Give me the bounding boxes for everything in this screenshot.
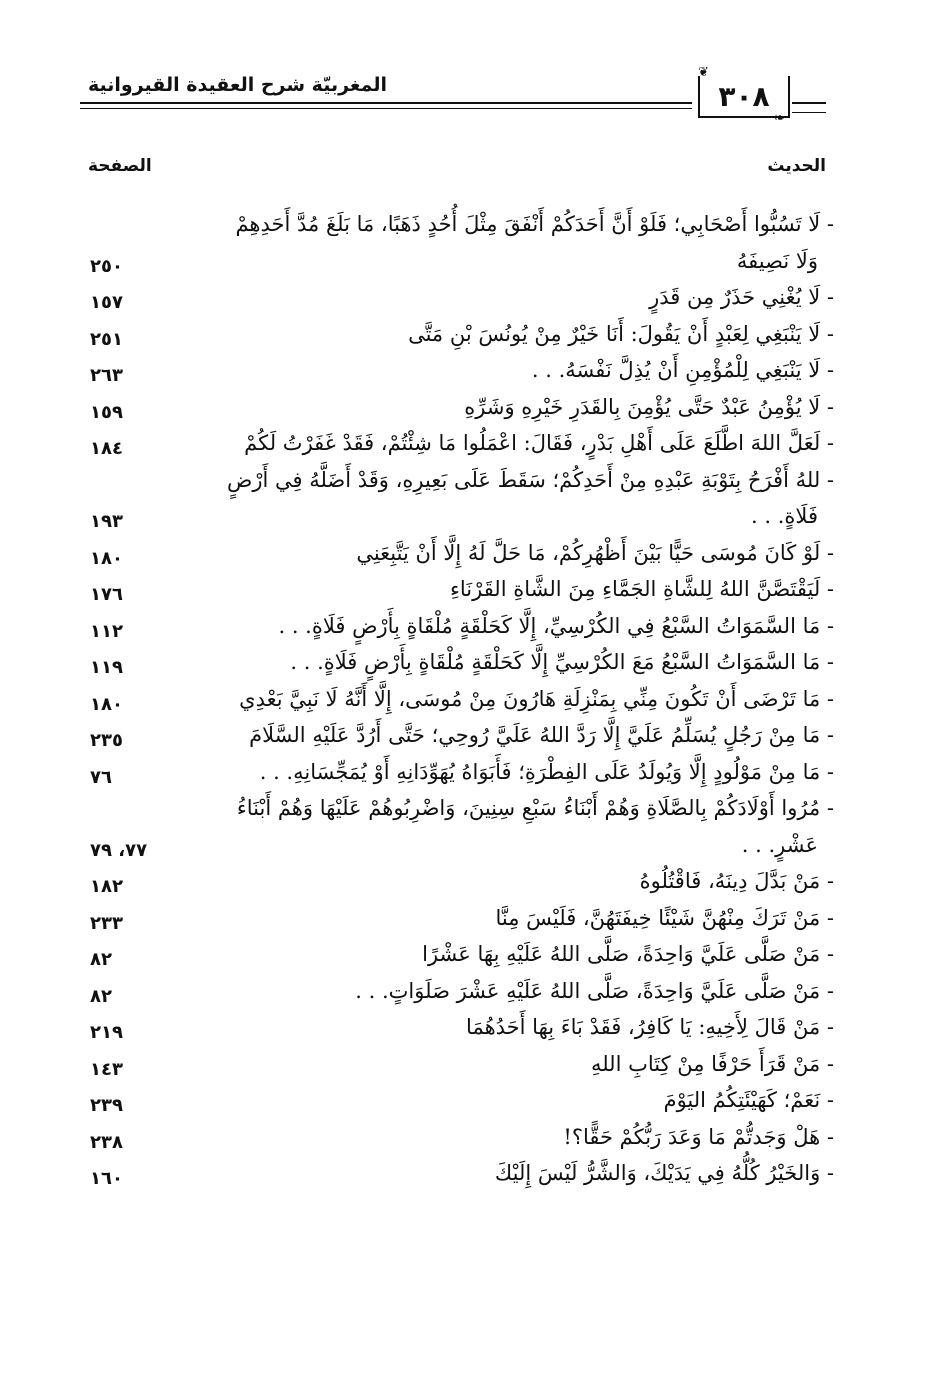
page-number: ٣٠٨	[698, 76, 790, 118]
column-header-hadith: الحديث	[767, 156, 826, 176]
hadith-entry-page: ٢٦٣	[90, 365, 123, 386]
hadith-entry-page: ١٤٣	[90, 1058, 123, 1080]
hadith-entry-text: - مَنْ تَرَكَ مِنْهُنَّ شَيْئًا خِيفَتَهُنَّ، فَلَيْسَ مِنَّا	[495, 905, 834, 930]
hadith-entry-text: - مَنْ صَلَّى عَلَيَّ وَاحِدَةً، صَلَّى اللهُ عَلَيْهِ عَشْرَ صَلَوَاتٍ. . .	[355, 978, 834, 1003]
column-header-page: الصفحة	[88, 156, 152, 176]
hadith-entry-text: - مَنْ قَرَأَ حَرْفًا مِنْ كِتَابِ اللهِ	[590, 1051, 834, 1076]
hadith-entry-text: - للهُ أَفْرَحُ بِتَوْبَةِ عَبْدِهِ مِنْ أَحَدِكُمْ؛ سَقَطَ عَلَى بَعِيرِهِ، وَقَدْ أَضَلَّهُ فِي أَرْضٍ	[226, 467, 834, 492]
hadith-entry-page: ١٧٦	[90, 584, 123, 605]
hadith-entry-text: - لَا يُغْنِي حَذَرٌ مِن قَدَرٍ	[649, 285, 834, 309]
hadith-entry-page: ٢٣٩	[90, 1095, 123, 1116]
ornament-bottom-icon: ❧	[774, 111, 785, 126]
hadith-entry-page: ١٥٧	[90, 292, 123, 313]
hadith-entry-page: ١٨٠	[90, 693, 123, 715]
hadith-entry-text: - لَا تَسُبُّوا أَصْحَابِي؛ فَلَوْ أَنَّ أَحَدَكُمْ أَنْفَقَ مِثْلَ أُحُدٍ ذَهَبًا، مَا بَلَغَ مُدَّ أَحَدِهِمْ	[235, 212, 834, 236]
hadith-entry-text: - لَعَلَّ اللهَ اطَّلَعَ عَلَى أَهْلِ بَدْرٍ، فَقَالَ: اعْمَلُوا مَا شِئْتُمْ، فَقَدْ غَفَرْتُ لَكُمْ	[244, 431, 834, 455]
hadith-entry-text: عَشْرٍ. . .	[741, 832, 818, 857]
hadith-entry-text: - لَا يَنْبَغِي لِلْمُؤْمِنِ أَنْ يُذِلَّ نَفْسَهُ. . .	[531, 358, 834, 382]
hadith-entry-page: ٢٥٠	[90, 255, 123, 277]
hadith-entry-text: - مَا تَرْضَى أَنْ تَكُونَ مِنِّي بِمَنْزِلَةِ هَارُونَ مِنْ مُوسَى، إِلَّا أَنَّهُ لَا نَبِيَّ بَعْدِي	[239, 686, 834, 711]
hadith-entry-text: - لَا يُؤْمِنُ عَبْدٌ حَتَّى يُؤْمِنَ بِالقَدَرِ خَيْرِهِ وَشَرِّهِ	[464, 394, 834, 419]
hadith-entry-page: ١٥٩	[90, 401, 123, 423]
hadith-entry-text: فَلَاةٍ. . .	[751, 504, 818, 528]
hadith-entry-text: - مَا مِنْ مَوْلُودٍ إِلَّا وَيُولَدُ عَلَى الفِطْرَةِ؛ فَأَبَوَاهُ يُهَوِّدَانِهِ أَوْ يُمَجِّسَانِهِ. . .	[259, 759, 834, 784]
hadith-entry-page: ٢٣٨	[90, 1131, 123, 1153]
hadith-entry-page: ١٩٣	[90, 511, 123, 532]
hadith-entry-text: - مَا السَّمَوَاتُ السَّبْعُ مَعَ الكُرْسِيِّ إِلَّا كَحَلْقَةٍ مُلْقَاةٍ بِأَرْضٍ فَلَاةٍ. . .	[290, 650, 834, 674]
hadith-entry-text: - وَالخَيْرُ كُلُّهُ فِي يَدَيْكَ، وَالشَّرُّ لَيْسَ إِلَيْكَ	[494, 1161, 834, 1185]
hadith-entry-page: ٢١٩	[90, 1022, 123, 1043]
hadith-entry-page: ٢٣٥	[90, 730, 123, 751]
ornament-top-icon: ❦	[698, 65, 709, 80]
hadith-entry-page: ٨٢	[90, 949, 112, 970]
hadith-entry-text: - لَوْ كَانَ مُوسَى حَيًّا بَيْنَ أَظْهُرِكُمْ، مَا حَلَّ لَهُ إِلَّا أَنْ يَتَّبِعَنِي	[356, 540, 834, 565]
hadith-entry-page: ١٨٢	[90, 876, 123, 897]
hadith-entry-text: - مَنْ قَالَ لِأَخِيهِ: يَا كَافِرُ، فَقَدْ بَاءَ بِهَا أَحَدُهُمَا	[466, 1015, 834, 1039]
hadith-entry-text: - مَنْ صَلَّى عَلَيَّ وَاحِدَةً، صَلَّى اللهُ عَلَيْهِ بِهَا عَشْرًا	[422, 942, 834, 966]
hadith-entry-page: ١٨٠	[90, 547, 123, 569]
hadith-entry-page: ٢٣٣	[90, 912, 123, 934]
hadith-entry-page: ١٦٠	[90, 1168, 123, 1189]
running-header-title: المغربيّة شرح العقيدة القيروانية	[88, 74, 388, 96]
hadith-entry-text: - مُرُوا أَوْلَادَكُمْ بِالصَّلَاةِ وَهُمْ أَبْنَاءُ سَبْعِ سِنِينَ، وَاضْرِبُوهُمْ عَلَيْهَا وَهُمْ أَبْنَاءُ	[236, 796, 834, 820]
hadith-entry-page: ٢٥١	[90, 328, 123, 350]
hadith-entry-text: - مَا السَّمَوَاتُ السَّبْعُ فِي الكُرْسِيِّ، إِلَّا كَحَلْقَةٍ مُلْقَاةٍ بِأَرْضٍ فَلَاةٍ. . .	[278, 613, 834, 638]
hadith-entry-page: ٧٦	[90, 766, 112, 788]
hadith-entry-page: ١٨٤	[90, 438, 123, 459]
hadith-entry-text: - هَلْ وَجَدتُّمْ مَا وَعَدَ رَبُّكُمْ حَقًّا؟!	[563, 1124, 834, 1149]
hadith-entry-page: ١١٢	[90, 620, 123, 642]
hadith-entry-page: ١١٩	[90, 657, 123, 678]
hadith-entry-text: - نَعَمْ؛ كَهَيْئَتِكُمُ اليَوْمَ	[663, 1088, 834, 1112]
hadith-entry-page: ٨٢	[90, 985, 112, 1007]
hadith-entry-text: وَلَا نَصِيفَهُ	[736, 248, 818, 273]
hadith-entry-text: - لَيَقْتَصَّنَّ اللهُ لِلشَّاةِ الجَمَّاءِ مِنَ الشَّاةِ القَرْنَاءِ	[449, 577, 834, 601]
hadith-entry-text: - مَنْ بَدَّلَ دِينَهُ، فَاقْتُلُوهُ	[639, 869, 834, 893]
hadith-entry-page: ٧٧، ٧٩	[90, 839, 148, 861]
hadith-entry-text: - مَا مِنْ رَجُلٍ يُسَلِّمُ عَلَيَّ إِلَّا رَدَّ اللهُ عَلَيَّ رُوحِي؛ حَتَّى أَرُدَّ عَلَيْهِ السَّلَامَ	[249, 723, 834, 747]
hadith-entry-text: - لَا يَنْبَغِي لِعَبْدٍ أَنْ يَقُولَ: أَنَا خَيْرٌ مِنْ يُونُسَ بْنِ مَتَّى	[408, 321, 834, 346]
